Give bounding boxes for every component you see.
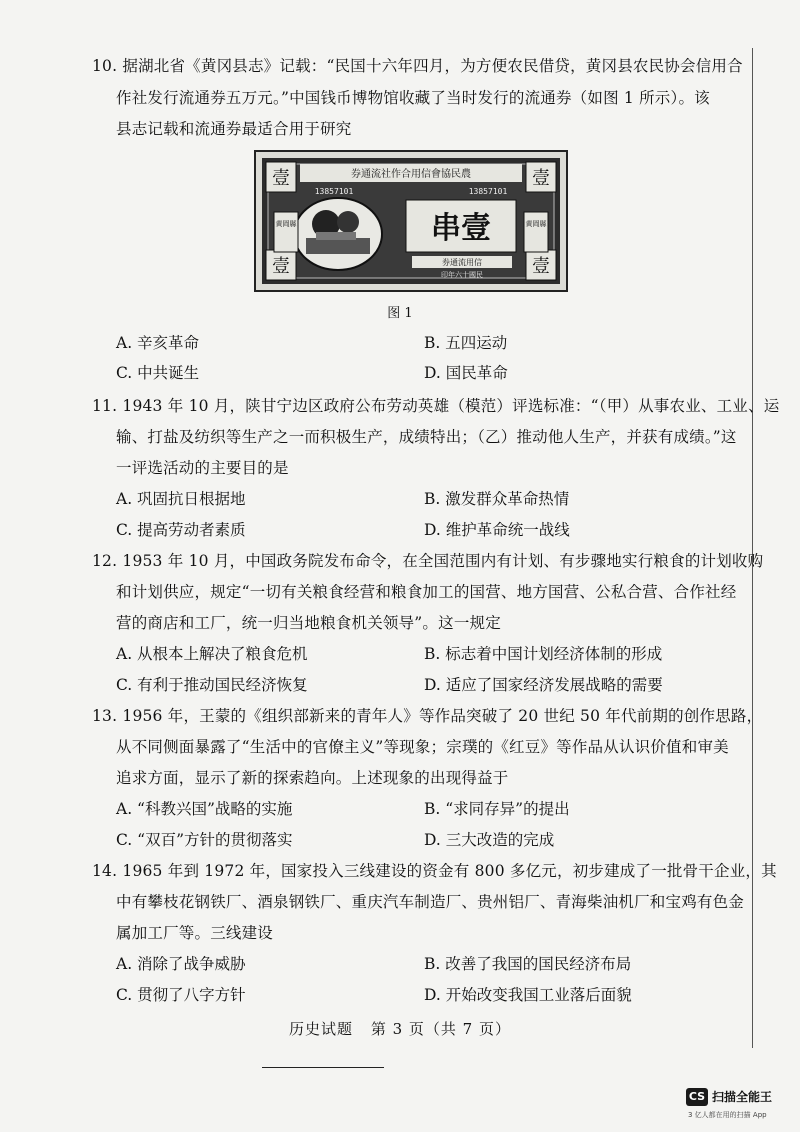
corner-char-tr: 壹 [532, 168, 550, 189]
footer-subject: 历史试题 [289, 1020, 354, 1038]
serial-right: 13857101 [468, 187, 508, 196]
q10-line-3: 县志记载和流通券最适合用于研究 [116, 120, 352, 138]
q11-option-d[interactable]: D. 维护革命统一战线 [424, 521, 570, 539]
q12-option-d[interactable]: D. 适应了国家经济发展战略的需要 [424, 676, 663, 694]
q14-option-d[interactable]: D. 开始改变我国工业落后面貌 [424, 986, 632, 1004]
q12-option-b[interactable]: B. 标志着中国计划经济体制的形成 [424, 645, 663, 663]
q14-line-2: 中有攀枝花钢铁厂、酒泉钢铁厂、重庆汽车制造厂、贵州铝厂、青海柴油机厂和宝鸡有色金 [116, 893, 745, 911]
corner-char-bl: 壹 [272, 256, 290, 277]
q13-option-c[interactable]: C. “双百”方针的贯彻落实 [116, 831, 293, 849]
q12-line-3: 营的商店和工厂，统一归当地粮食机关领导”。这一规定 [116, 614, 501, 632]
q10-line-2: 作社发行流通券五万元。”中国钱币博物馆收藏了当时发行的流通券（如图 1 所示）。该 [116, 89, 710, 107]
q12-line-2: 和计划供应，规定“一切有关粮食经营和粮食加工的国营、地方国营、公私合营、合作社经 [116, 583, 737, 601]
q11-line-3: 一评选活动的主要目的是 [116, 459, 289, 477]
footer-rule [262, 1067, 384, 1068]
q14-option-b[interactable]: B. 改善了我国的国民经济布局 [424, 955, 632, 973]
page-footer [0, 1018, 800, 1039]
figure-caption: 图 1 [387, 306, 413, 321]
q14-option-c[interactable]: C. 贯彻了八字方针 [116, 986, 246, 1004]
footer-page: 第 3 页（共 7 页） [370, 1020, 511, 1038]
camscanner-logo-icon: CS [686, 1088, 708, 1106]
q10-option-b[interactable]: B. 五四运动 [424, 334, 508, 352]
q10-option-d[interactable]: D. 国民革命 [424, 364, 508, 382]
q13-line-2: 从不同侧面暴露了“生活中的官僚主义”等现象；宗璞的《红豆》等作品从认识价值和审美 [116, 738, 729, 756]
q11-option-b[interactable]: B. 激发群众革命热情 [424, 490, 570, 508]
right-seal: 黄岡縣 [525, 220, 547, 228]
serial-left: 13857101 [314, 187, 354, 196]
banknote-figure [254, 150, 568, 292]
q12-line-1: 12. 1953 年 10 月，中国政务院发布命令，在全国范围内有计划、有步骤地实行粮食的计划收购 [92, 552, 764, 570]
q14-line-1: 14. 1965 年到 1972 年，国家投入三线建设的资金有 800 多亿元，初步建成了一批骨干企业，其 [92, 862, 777, 880]
corner-char-br: 壹 [532, 256, 550, 277]
denomination-text: 串壹 [431, 211, 491, 246]
q13-option-a[interactable]: A. “科教兴国”战略的实施 [116, 800, 293, 818]
q12-option-c[interactable]: C. 有利于推动国民经济恢复 [116, 676, 308, 694]
camscanner-tagline: 3 亿人都在用的扫描 App [688, 1111, 767, 1119]
camscanner-name: 扫描全能王 [712, 1090, 773, 1104]
q10-option-a[interactable]: A. 辛亥革命 [116, 334, 200, 352]
q11-option-c[interactable]: C. 提高劳动者素质 [116, 521, 246, 539]
q13-line-3: 追求方面，显示了新的探索趋向。上述现象的出现得益于 [116, 769, 509, 787]
q13-line-1: 13. 1956 年，王蒙的《组织部新来的青年人》等作品突破了 20 世纪 50 年代前期的创作思路， [92, 707, 763, 725]
left-seal: 黄岡縣 [275, 220, 297, 228]
q14-line-3: 属加工厂等。三线建设 [116, 924, 274, 942]
bottom-date: 印年六十國民 [441, 271, 483, 279]
q11-line-2: 输、打盐及纺织等生产之一而积极生产，成绩特出；（乙）推动他人生产，并获有成绩。”这 [116, 428, 737, 446]
q11-line-1: 11. 1943 年 10 月，陕甘宁边区政府公布劳动英雄（模范）评选标准：“（甲）从事农业、工业、运 [92, 397, 780, 415]
q13-option-b[interactable]: B. “求同存异”的提出 [424, 800, 570, 818]
q10-option-c[interactable]: C. 中共诞生 [116, 364, 200, 382]
q11-option-a[interactable]: A. 巩固抗日根据地 [116, 490, 246, 508]
q14-option-a[interactable]: A. 消除了战争威胁 [116, 955, 246, 973]
bottom-text: 券通流用信 [442, 258, 482, 267]
q10-line-1: 10. 据湖北省《黄冈县志》记载：“民国十六年四月，为方便农民借贷，黄冈县农民协会信用合 [92, 57, 743, 75]
corner-char-tl: 壹 [272, 168, 290, 189]
q12-option-a[interactable]: A. 从根本上解决了粮食危机 [116, 645, 308, 663]
note-header: 券通流社作合用信會協民農 [351, 169, 471, 180]
q13-option-d[interactable]: D. 三大改造的完成 [424, 831, 555, 849]
